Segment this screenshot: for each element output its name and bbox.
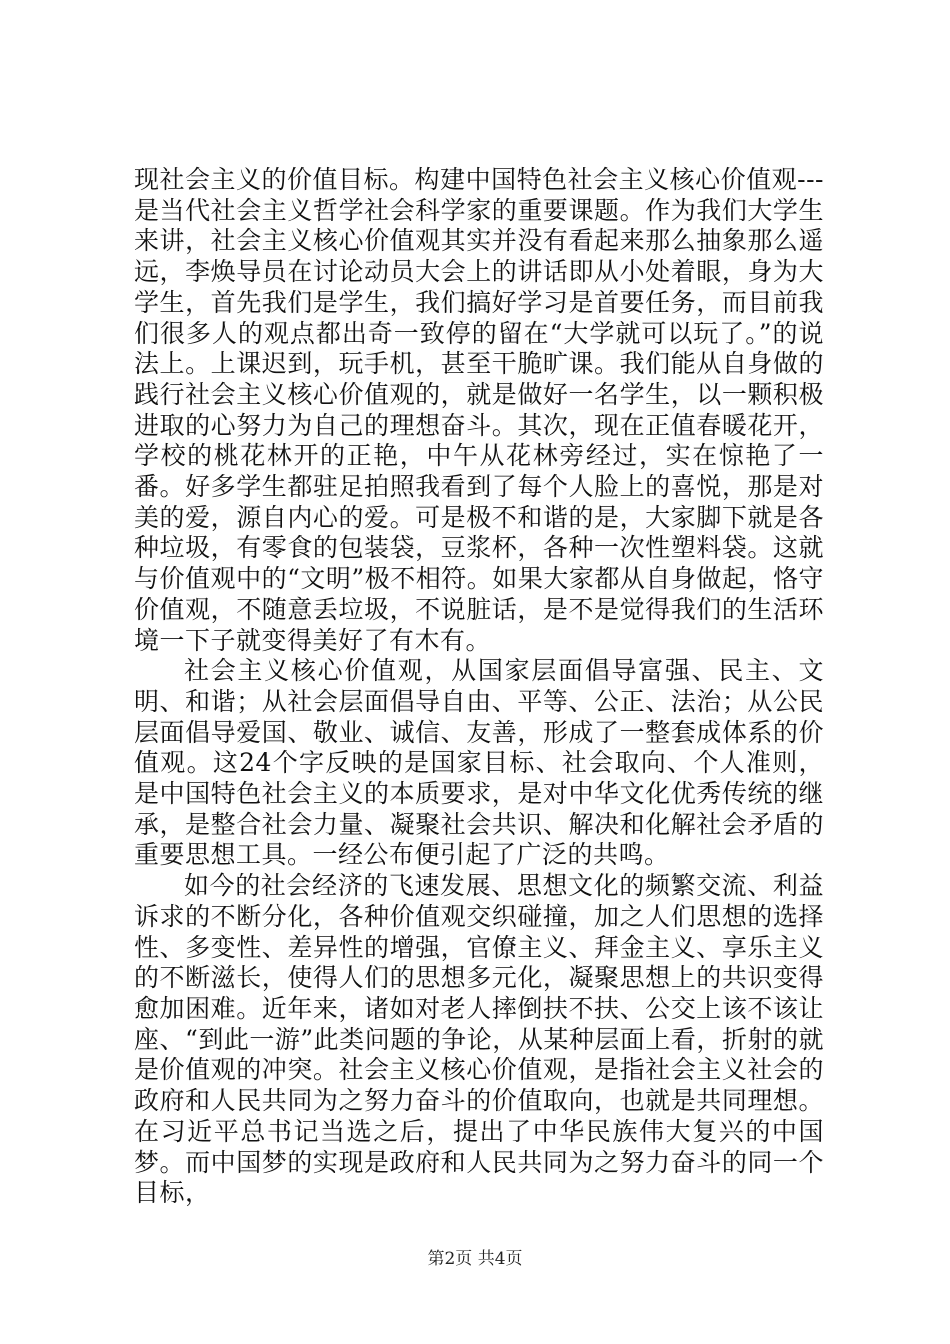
paragraph-3: 如今的社会经济的飞速发展、思想文化的频繁交流、利益诉求的不断分化，各种价值观交织碰撞，加之人们思想的选择性、多变性、差异性的增强，官僚主义、拜金主义、享乐主义的不断滋长，使得人们的思想多元化，凝聚思想上的共识变得愈加困难。近年来，诸如对老人摔倒扶不扶、公交上该不该让座、“到此一游”此类问题的争论，从某种层面上看，折射的就是价值观的冲突。社会主义核心价值观，是指社会主义社会的政府和人民共同为之努力奋斗的价值取向，也就是共同理想。在习近平总书记当选之后，提出了中华民族伟大复兴的中国梦。而中国梦的实现是政府和人民共同为之努力奋斗的同一个目标，: [134, 871, 824, 1208]
paragraph-2: 社会主义核心价值观，从国家层面倡导富强、民主、文明、和谐；从社会层面倡导自由、平等、公正、法治；从公民层面倡导爱国、敬业、诚信、友善，形成了一整套成体系的价值观。这24个字反映的是国家目标、社会取向、个人准则，是中国特色社会主义的本质要求，是对中华文化优秀传统的继承，是整合社会力量、凝聚社会共识、解决和化解社会矛盾的重要思想工具。一经公布便引起了广泛的共鸣。: [134, 656, 824, 870]
paragraph-1: 现社会主义的价值目标。构建中国特色社会主义核心价值观---是当代社会主义哲学社会科学家的重要课题。作为我们大学生来讲，社会主义核心价值观其实并没有看起来那么抽象那么遥远，李焕导员在讨论动员大会上的讲话即从小处着眼，身为大学生，首先我们是学生，我们搞好学习是首要任务，而目前我们很多人的观点都出奇一致停的留在“大学就可以玩了。”的说法上。上课迟到，玩手机，甚至干脆旷课。我们能从自身做的践行社会主义核心价值观的，就是做好一名学生，以一颗积极进取的心努力为自己的理想奋斗。其次，现在正值春暖花开，学校的桃花林开的正艳，中午从花林旁经过，实在惊艳了一番。好多学生都驻足拍照我看到了每个人脸上的喜悦，那是对美的爱，源自内心的爱。可是极不和谐的是，大家脚下就是各种垃圾，有零食的包装袋，豆浆杯，各种一次性塑料袋。这就与价值观中的“文明”极不相符。如果大家都从自身做起，恪守价值观，不随意丢垃圾，不说脏话，是不是觉得我们的生活环境一下子就变得美好了有木有。: [134, 165, 824, 655]
page-footer: 第2页 共4页: [427, 1249, 523, 1269]
document-body: [134, 165, 824, 1209]
